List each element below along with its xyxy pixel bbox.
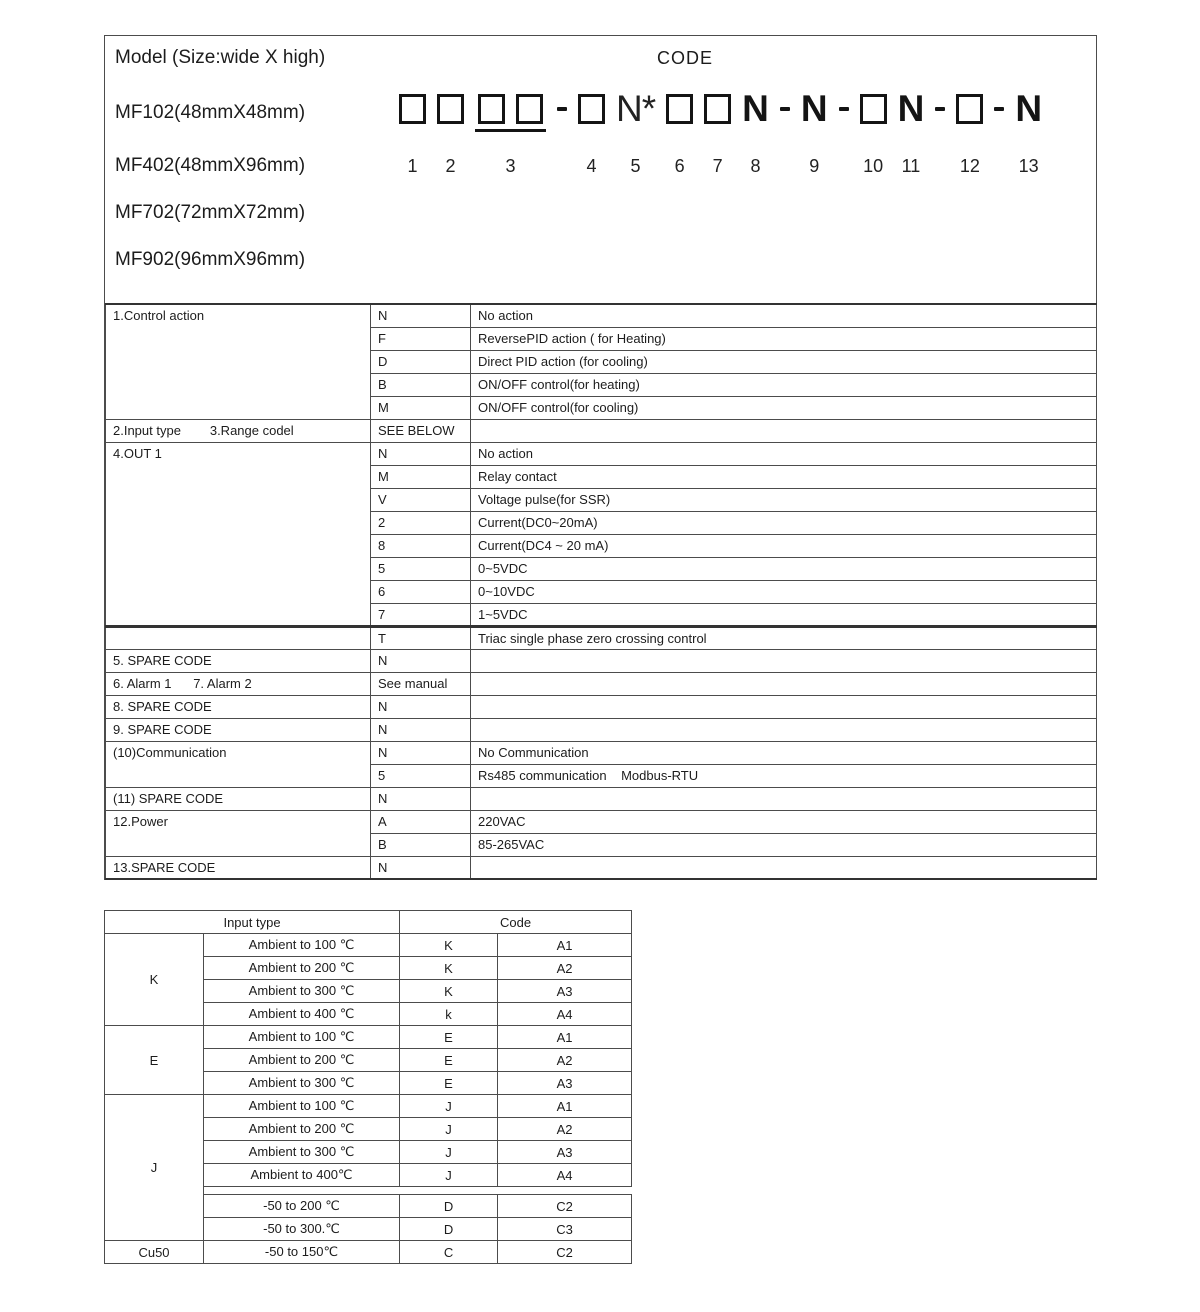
code-separator xyxy=(557,88,567,176)
spec-code: 5 xyxy=(371,764,471,787)
range-cell: Ambient to 300 ℃ xyxy=(204,980,400,1003)
spec-label xyxy=(106,626,371,649)
spec-desc: Direct PID action (for cooling) xyxy=(471,350,1097,373)
letter-cell: D xyxy=(400,1195,498,1218)
code-box-icon xyxy=(516,94,543,124)
input-type-table xyxy=(104,910,632,1264)
spec-code: N xyxy=(371,442,471,465)
spec-desc: Voltage pulse(for SSR) xyxy=(471,488,1097,511)
spec-code: 5 xyxy=(371,557,471,580)
code-cell: A2 xyxy=(498,1049,632,1072)
letter-cell: K xyxy=(400,957,498,980)
table-row xyxy=(105,1026,632,1049)
spec-label: 1.Control action xyxy=(106,304,371,419)
fixed-code-letter: N xyxy=(1015,88,1043,129)
spec-label: 8. SPARE CODE xyxy=(106,695,371,718)
code-cell: C2 xyxy=(498,1241,632,1264)
table-header-row xyxy=(105,911,632,934)
model-item: MF902(96mmX96mm) xyxy=(115,249,306,270)
range-cell: Ambient to 100 ℃ xyxy=(204,1095,400,1118)
spec-desc xyxy=(471,787,1097,810)
spec-code: B xyxy=(371,373,471,396)
code-header: Code xyxy=(400,911,632,934)
dash-icon xyxy=(994,107,1004,111)
spec-desc: ON/OFF control(for heating) xyxy=(471,373,1097,396)
table-row xyxy=(106,626,1097,649)
model-item: MF702(72mmX72mm) xyxy=(115,202,306,223)
code-diagram xyxy=(399,88,1042,176)
code-position-6 xyxy=(666,88,693,176)
input-type-header: Input type xyxy=(105,911,400,934)
spec-desc xyxy=(471,649,1097,672)
letter-cell: J xyxy=(400,1095,498,1118)
table-row xyxy=(106,718,1097,741)
code-cell: A2 xyxy=(498,1118,632,1141)
spec-code: N xyxy=(371,787,471,810)
spec-code: M xyxy=(371,396,471,419)
code-position-number: 5 xyxy=(630,156,641,176)
spec-label: 12.Power xyxy=(106,810,371,856)
code-position-11 xyxy=(898,88,925,176)
spec-code: F xyxy=(371,327,471,350)
spec-code: N xyxy=(371,695,471,718)
code-position-number: 4 xyxy=(586,156,597,176)
code-position-2 xyxy=(437,88,464,176)
spec-desc: 0~5VDC xyxy=(471,557,1097,580)
spec-desc: Current(DC4 ~ 20 mA) xyxy=(471,534,1097,557)
range-cell: Ambient to 400 ℃ xyxy=(204,1003,400,1026)
spec-desc: ON/OFF control(for cooling) xyxy=(471,396,1097,419)
code-position-1 xyxy=(399,88,426,176)
letter-cell: K xyxy=(400,980,498,1003)
spec-code: SEE BELOW xyxy=(371,419,471,442)
table-row xyxy=(106,304,1097,327)
code-position-7 xyxy=(704,88,731,176)
model-section-title: Model (Size:wide X high) xyxy=(115,47,326,68)
spec-desc: Rs485 communication Modbus-RTU xyxy=(471,764,1097,787)
spec-code: N xyxy=(371,741,471,764)
spec-desc: 220VAC xyxy=(471,810,1097,833)
code-position-8 xyxy=(742,88,769,176)
table-row xyxy=(106,787,1097,810)
range-cell: Ambient to 200 ℃ xyxy=(204,957,400,980)
code-separator xyxy=(839,88,849,176)
table-row xyxy=(106,856,1097,879)
spec-desc xyxy=(471,672,1097,695)
code-position-number: 1 xyxy=(407,156,418,176)
spec-code: T xyxy=(371,626,471,649)
range-cell: -50 to 200 ℃ xyxy=(204,1195,400,1218)
code-cell: A4 xyxy=(498,1164,632,1187)
code-box-icon xyxy=(399,94,426,124)
spec-code: N xyxy=(371,718,471,741)
spec-label: 9. SPARE CODE xyxy=(106,718,371,741)
spec-label: (11) SPARE CODE xyxy=(106,787,371,810)
spec-label: 5. SPARE CODE xyxy=(106,649,371,672)
table-row xyxy=(105,1095,632,1118)
spec-desc: ReversePID action ( for Heating) xyxy=(471,327,1097,350)
code-position-12 xyxy=(956,88,983,176)
table-row xyxy=(106,741,1097,764)
code-cell: A2 xyxy=(498,957,632,980)
range-cell: -50 to 300.℃ xyxy=(204,1218,400,1241)
spec-desc xyxy=(471,419,1097,442)
code-position-4 xyxy=(578,88,605,176)
spec-code: A xyxy=(371,810,471,833)
code-cell: A4 xyxy=(498,1003,632,1026)
letter-cell: D xyxy=(400,1218,498,1241)
code-position-3 xyxy=(475,88,546,176)
model-item: MF402(48mmX96mm) xyxy=(115,155,306,176)
fixed-code-letter: N xyxy=(800,88,828,129)
range-cell: Ambient to 300 ℃ xyxy=(204,1072,400,1095)
spec-code: V xyxy=(371,488,471,511)
code-position-5 xyxy=(616,88,655,176)
code-position-number: 7 xyxy=(712,156,723,176)
spec-code: D xyxy=(371,350,471,373)
spec-code: B xyxy=(371,833,471,856)
fixed-code-letter: N xyxy=(742,88,769,129)
spec-desc: 85-265VAC xyxy=(471,833,1097,856)
code-cell: A3 xyxy=(498,1141,632,1164)
table-gap xyxy=(204,1187,632,1195)
spec-desc: No action xyxy=(471,442,1097,465)
code-cell: C2 xyxy=(498,1195,632,1218)
sensor-group: E xyxy=(105,1026,204,1095)
code-separator xyxy=(994,88,1004,176)
code-cell: A3 xyxy=(498,1072,632,1095)
code-position-number: 12 xyxy=(959,156,980,176)
spec-code: N xyxy=(371,856,471,879)
letter-cell: E xyxy=(400,1026,498,1049)
range-cell: -50 to 150℃ xyxy=(204,1241,400,1264)
code-position-number: 9 xyxy=(809,156,820,176)
code-position-number: 13 xyxy=(1018,156,1039,176)
spec-code: 2 xyxy=(371,511,471,534)
code-box-icon xyxy=(704,94,731,124)
range-cell: Ambient to 100 ℃ xyxy=(204,1026,400,1049)
code-title: CODE xyxy=(657,48,714,68)
dash-icon xyxy=(780,107,790,111)
range-cell: Ambient to 100 ℃ xyxy=(204,934,400,957)
code-cell: A1 xyxy=(498,1026,632,1049)
underlined-box-pair xyxy=(475,94,546,132)
code-position-number: 8 xyxy=(750,156,761,176)
spec-label: 4.OUT 1 xyxy=(106,442,371,626)
table-row xyxy=(106,649,1097,672)
spec-code: N xyxy=(371,304,471,327)
code-position-number: 10 xyxy=(863,156,884,176)
spec-code: 7 xyxy=(371,603,471,626)
model-item: MF102(48mmX48mm) xyxy=(115,102,306,123)
letter-cell: k xyxy=(400,1003,498,1026)
spec-label: 2.Input type 3.Range codel xyxy=(106,419,371,442)
code-position-13 xyxy=(1015,88,1042,176)
spec-code: 8 xyxy=(371,534,471,557)
table-row xyxy=(106,695,1097,718)
code-cell: A3 xyxy=(498,980,632,1003)
code-box-icon xyxy=(860,94,887,124)
spec-label: 13.SPARE CODE xyxy=(106,856,371,879)
spec-code: N xyxy=(371,649,471,672)
code-position-number: 3 xyxy=(505,156,516,176)
letter-cell: J xyxy=(400,1164,498,1187)
spec-desc: 0~10VDC xyxy=(471,580,1097,603)
code-position-number: 11 xyxy=(901,156,921,176)
table-row xyxy=(105,934,632,957)
range-cell: Ambient to 200 ℃ xyxy=(204,1049,400,1072)
spec-desc: Relay contact xyxy=(471,465,1097,488)
fixed-code-letter: N xyxy=(897,88,925,129)
spec-label: (10)Communication xyxy=(106,741,371,787)
ordering-code-sheet xyxy=(104,35,1097,880)
code-box-icon xyxy=(478,94,505,124)
code-cell: C3 xyxy=(498,1218,632,1241)
code-position-9 xyxy=(801,88,828,176)
spec-code: 6 xyxy=(371,580,471,603)
code-position-number: 6 xyxy=(674,156,685,176)
letter-cell: J xyxy=(400,1118,498,1141)
letter-cell: K xyxy=(400,934,498,957)
spec-desc xyxy=(471,695,1097,718)
spec-desc: No action xyxy=(471,304,1097,327)
code-position-number: 2 xyxy=(445,156,456,176)
letter-cell: C xyxy=(400,1241,498,1264)
spec-code: M xyxy=(371,465,471,488)
letter-cell: E xyxy=(400,1072,498,1095)
code-box-icon xyxy=(578,94,605,124)
letter-cell: J xyxy=(400,1141,498,1164)
model-section xyxy=(105,36,1096,303)
code-position-10 xyxy=(860,88,887,176)
spec-desc xyxy=(471,718,1097,741)
spec-desc xyxy=(471,856,1097,879)
range-cell: Ambient to 300 ℃ xyxy=(204,1141,400,1164)
table-row xyxy=(106,419,1097,442)
code-cell: A1 xyxy=(498,934,632,957)
dash-icon xyxy=(935,107,945,111)
letter-cell: E xyxy=(400,1049,498,1072)
table-row xyxy=(105,1241,632,1264)
table-row xyxy=(106,442,1097,465)
code-cell: A1 xyxy=(498,1095,632,1118)
dash-icon xyxy=(557,107,567,111)
code-box-icon xyxy=(956,94,983,124)
dash-icon xyxy=(839,107,849,111)
table-row xyxy=(106,810,1097,833)
sensor-group: Cu50 xyxy=(105,1241,204,1264)
table-row xyxy=(106,672,1097,695)
range-cell: Ambient to 200 ℃ xyxy=(204,1118,400,1141)
spec-table xyxy=(105,303,1097,880)
spec-code: See manual xyxy=(371,672,471,695)
code-box-icon xyxy=(437,94,464,124)
fixed-code-letter: N* xyxy=(616,88,656,129)
code-box-icon xyxy=(666,94,693,124)
spec-label: 6. Alarm 1 7. Alarm 2 xyxy=(106,672,371,695)
spec-desc: Triac single phase zero crossing control xyxy=(471,626,1097,649)
range-cell: Ambient to 400℃ xyxy=(204,1164,400,1187)
spec-desc: No Communication xyxy=(471,741,1097,764)
spec-desc: 1~5VDC xyxy=(471,603,1097,626)
sensor-group: K xyxy=(105,934,204,1026)
code-separator xyxy=(780,88,790,176)
code-separator xyxy=(935,88,945,176)
sensor-group: J xyxy=(105,1095,204,1241)
spec-desc: Current(DC0~20mA) xyxy=(471,511,1097,534)
